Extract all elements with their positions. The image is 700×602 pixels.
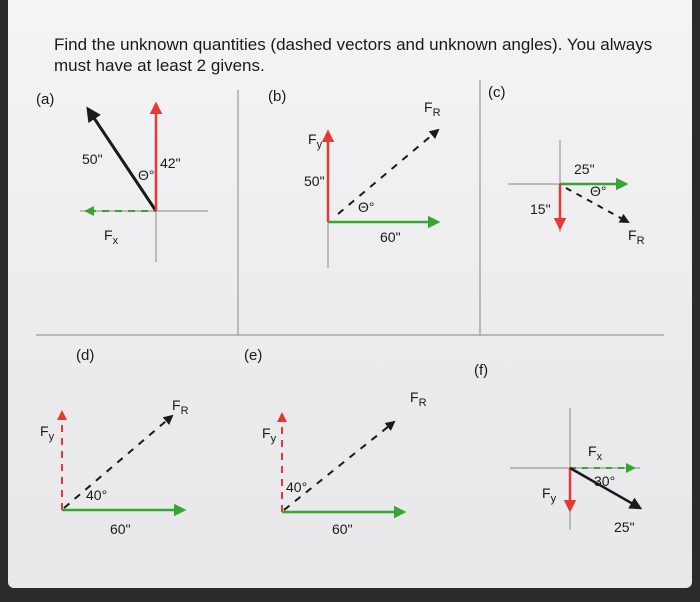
panel-c-magnitude-15: 15" [530, 201, 551, 217]
panel-e-fr-dashed [284, 422, 394, 510]
panel-b-magnitude-60: 60" [380, 229, 401, 245]
panel-e [244, 347, 427, 537]
panel-b [268, 88, 441, 268]
panel-d-magnitude-60: 60" [110, 521, 131, 537]
panel-e-magnitude-60: 60" [332, 521, 353, 537]
panel-grid [36, 80, 664, 335]
panel-b-theta: Θ° [358, 199, 375, 215]
panel-f-magnitude-25: 25" [614, 519, 635, 535]
panel-f-label: (f) [474, 362, 489, 379]
panel-f-fy-label: $F_y$ [542, 485, 557, 505]
panel-f-fx-label: $F_x$ [588, 443, 603, 463]
panel-e-angle-40: 40° [286, 479, 308, 495]
panel-a-magnitude-50: 50" [82, 151, 103, 167]
panel-d-label: (d) [76, 347, 95, 364]
panel-c-magnitude-25: 25" [574, 161, 595, 177]
panel-d-fr-dashed [64, 416, 172, 508]
panel-c-theta: Θ° [590, 183, 607, 199]
panel-c-label: (c) [488, 84, 506, 101]
panel-e-fr-label: $F_R$ [410, 389, 427, 409]
panel-a-magnitude-42: 42" [160, 155, 181, 171]
instruction-text: Find the unknown quantities (dashed vectors and unknown angles). You always must have at least 2 givens. [54, 35, 653, 75]
panel-f-angle-30: 30° [594, 473, 616, 489]
panel-f [474, 362, 640, 535]
panel-b-fr-dashed [338, 130, 438, 214]
panel-e-fy-label: $F_y$ [262, 425, 277, 445]
panel-c [488, 84, 645, 247]
panel-a-label: (a) [36, 91, 55, 108]
panel-c-fr-label: $F_R$ [628, 227, 645, 247]
panel-a-theta: Θ° [138, 167, 155, 183]
panel-a-fx-label: $F_x$ [104, 227, 119, 247]
panel-b-fr-label: $F_R$ [424, 99, 441, 119]
panel-e-label: (e) [244, 347, 263, 364]
panel-d [40, 347, 189, 537]
panel-d-fy-label: $F_y$ [40, 423, 55, 443]
panel-a [36, 91, 208, 262]
panel-b-magnitude-50: 50" [304, 173, 325, 189]
panel-d-angle-40: 40° [86, 487, 108, 503]
panel-d-fr-label: $F_R$ [172, 397, 189, 417]
panel-b-label: (b) [268, 88, 287, 105]
panel-b-fy-label: $F_y$ [308, 131, 323, 151]
